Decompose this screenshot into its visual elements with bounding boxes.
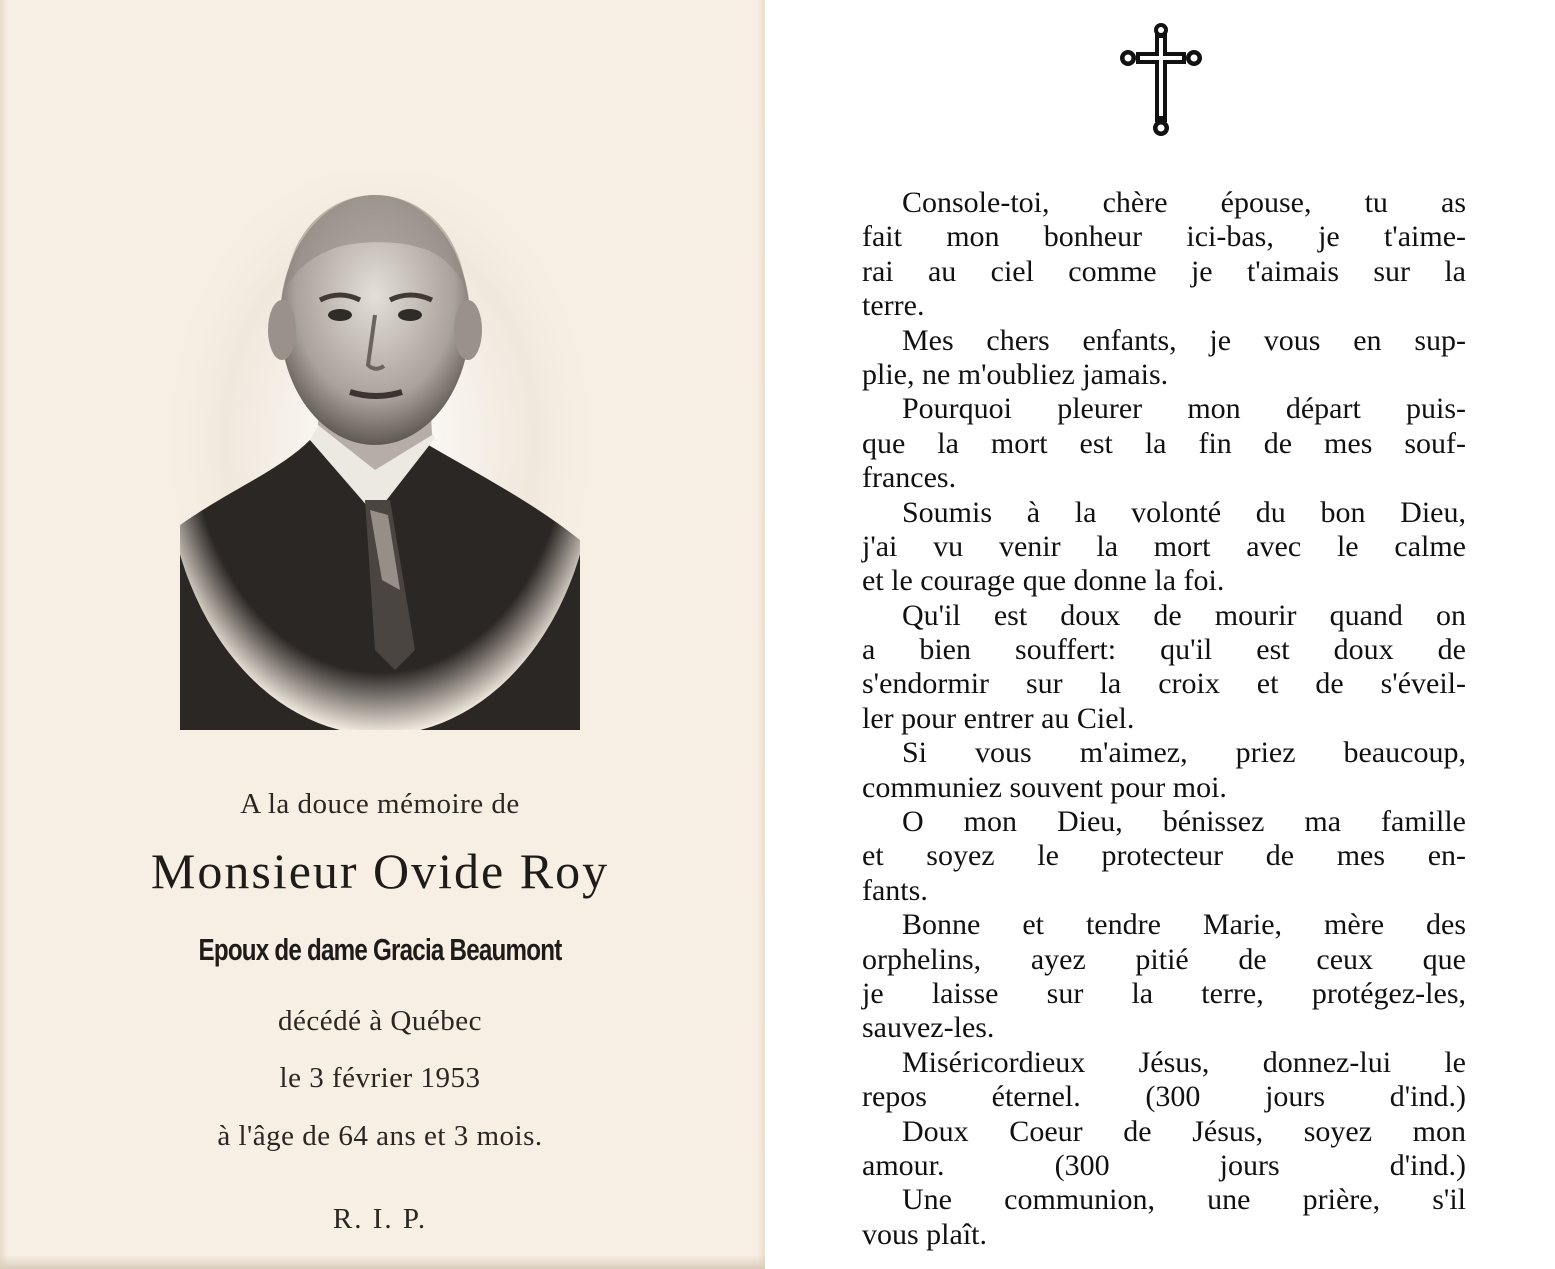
card-edge-left [0, 0, 8, 1269]
prayer-line: Pourquoi pleurer mon départ puis- [902, 392, 1466, 426]
prayer-line: fait mon bonheur ici-bas, je t'aime- [862, 220, 1466, 254]
prayer-line: communiez souvent pour moi. [862, 770, 1227, 804]
prayer-line: Doux Coeur de Jésus, soyez mon [902, 1114, 1466, 1148]
portrait-photo [170, 170, 590, 730]
prayer-line: ler pour entrer au Ciel. [862, 701, 1135, 735]
prayer-line: repos éternel. (300 jours d'ind.) [862, 1080, 1466, 1114]
prayer-line: fants. [862, 873, 928, 907]
prayer-line: terre. [862, 289, 925, 323]
prayer-line: Mes chers enfants, je vous en sup- [902, 323, 1466, 357]
death-date: le 3 février 1953 [279, 1062, 481, 1094]
prayer-line: rai au ciel comme je t'aimais sur la [862, 254, 1466, 288]
age-at-death: à l'âge de 64 ans et 3 mois. [217, 1120, 543, 1152]
prayer-line: plie, ne m'oubliez jamais. [862, 357, 1169, 391]
prayer-line: Si vous m'aimez, priez beaucoup, [902, 736, 1466, 770]
spouse-line: Epoux de dame Gracia Beaumont [198, 932, 562, 967]
prayer-line: Qu'il est doux de mourir quand on [902, 598, 1466, 632]
memorial-card-front [0, 0, 765, 1269]
prayer-line: Soumis à la volonté du bon Dieu, [902, 495, 1466, 529]
prayer-line: j'ai vu venir la mort avec le calme [862, 529, 1466, 563]
prayer-line: O mon Dieu, bénissez ma famille [902, 805, 1466, 839]
cross-icon [1118, 22, 1204, 140]
prayer-line: Miséricordieux Jésus, donnez-lui le [902, 1045, 1466, 1079]
prayer-line: frances. [862, 461, 957, 495]
prayer-line: s'endormir sur la croix et de s'éveil- [862, 667, 1466, 701]
prayer-line: et soyez le protecteur de mes en- [862, 839, 1466, 873]
card-edge-right [757, 0, 765, 1269]
rip-text: R. I. P. [332, 1203, 428, 1235]
prayer-line: Une communion, une prière, s'il [902, 1183, 1466, 1217]
prayer-line: orphelins, ayez pitié de ceux que [862, 942, 1466, 976]
prayer-line: Console-toi, chère épouse, tu as [902, 186, 1466, 219]
prayer-line: amour. (300 jours d'ind.) [862, 1148, 1466, 1182]
prayer-line: et le courage que donne la foi. [862, 564, 1225, 598]
prayer-line: que la mort est la fin de mes souf- [862, 426, 1466, 460]
prayer-text [862, 186, 1466, 1252]
prayer-line: sauvez-les. [862, 1011, 995, 1045]
card-bottom-shadow [0, 1255, 765, 1269]
memorial-intro: A la douce mémoire de [240, 788, 520, 820]
death-place: décédé à Québec [278, 1005, 482, 1037]
deceased-name: Monsieur Ovide Roy [150, 843, 610, 899]
prayer-line: a bien souffert: qu'il est doux de [862, 633, 1466, 667]
prayer-line: vous plaît. [862, 1217, 987, 1251]
prayer-line: Bonne et tendre Marie, mère des [902, 908, 1466, 942]
prayer-line: je laisse sur la terre, protégez-les, [862, 976, 1466, 1010]
